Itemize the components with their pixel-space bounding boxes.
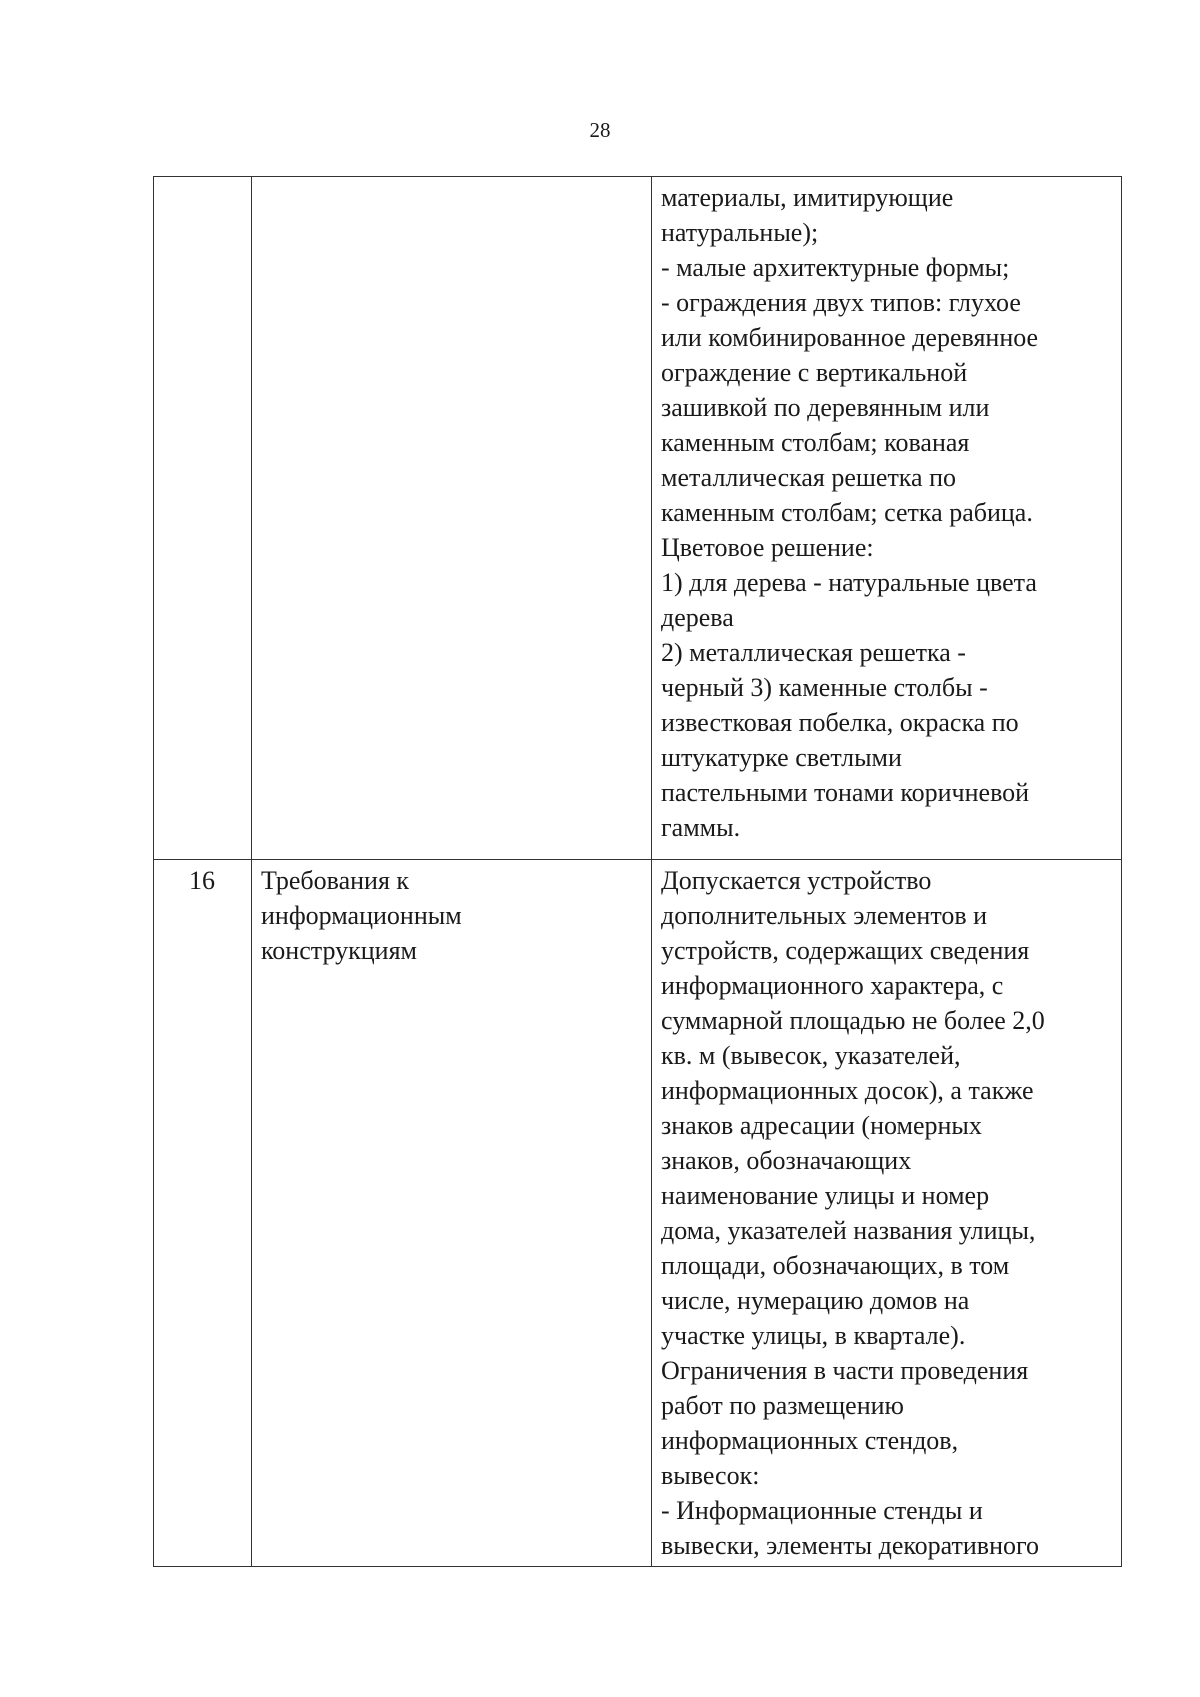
- row-number-cell: 16: [154, 860, 252, 1567]
- description-line: участке улицы, в квартале).: [661, 1321, 966, 1350]
- description-line: - ограждения двух типов: глухое: [661, 288, 1021, 317]
- row-description-cell: [652, 177, 1122, 860]
- description-line: Допускается устройство: [661, 866, 932, 895]
- description-line: ограждение с вертикальной: [661, 358, 968, 387]
- row-name-cell: [252, 860, 652, 1567]
- description-line: информационных стендов,: [661, 1426, 959, 1455]
- row-name-cell: [252, 177, 652, 860]
- description-line: металлическая решетка по: [661, 463, 957, 492]
- description-line: устройств, содержащих сведения: [661, 936, 1030, 965]
- description-line: черный 3) каменные столбы -: [661, 673, 988, 702]
- name-line: информационным: [261, 901, 462, 930]
- description-line: суммарной площадью не более 2,0: [661, 1006, 1045, 1035]
- description-line: знаков, обозначающих: [661, 1146, 912, 1175]
- description-line: дома, указателей названия улицы,: [661, 1216, 1036, 1245]
- requirements-table: [153, 176, 1122, 1567]
- table-row: [154, 860, 1122, 1567]
- table-row: [154, 177, 1122, 860]
- description-line: гаммы.: [661, 813, 741, 842]
- description-line: площади, обозначающих, в том: [661, 1251, 1010, 1280]
- row-number-cell: [154, 177, 252, 860]
- name-line: Требования к: [261, 866, 410, 895]
- description-line: материалы, имитирующие: [661, 183, 954, 212]
- description-line: зашивкой по деревянным или: [661, 393, 990, 422]
- page-number: 28: [589, 118, 611, 142]
- description-line: наименование улицы и номер: [661, 1181, 990, 1210]
- description-line: штукатурке светлыми: [661, 743, 902, 772]
- description-line: или комбинированное деревянное: [661, 323, 1039, 352]
- description-line: каменным столбам; кованая: [661, 428, 970, 457]
- description-line: Цветовое решение:: [661, 533, 874, 562]
- row-description-cell: [652, 860, 1122, 1567]
- description-line: вывесок:: [661, 1461, 760, 1490]
- description-line: информационных досок), а также: [661, 1076, 1034, 1105]
- description-line: - Информационные стенды и: [661, 1496, 983, 1525]
- description-line: каменным столбам; сетка рабица.: [661, 498, 1033, 527]
- description-line: дерева: [661, 603, 734, 632]
- description-line: числе, нумерацию домов на: [661, 1286, 970, 1315]
- description-line: известковая побелка, окраска по: [661, 708, 1019, 737]
- description-line: кв. м (вывесок, указателей,: [661, 1041, 961, 1070]
- description-line: информационного характера, с: [661, 971, 1004, 1000]
- description-line: дополнительных элементов и: [661, 901, 988, 930]
- description-line: 2) металлическая решетка -: [661, 638, 966, 667]
- description-line: пастельными тонами коричневой: [661, 778, 1030, 807]
- description-line: - малые архитектурные формы;: [661, 253, 1010, 282]
- description-line: знаков адресации (номерных: [661, 1111, 982, 1140]
- description-line: 1) для дерева - натуральные цвета: [661, 568, 1037, 597]
- description-line: Ограничения в части проведения: [661, 1356, 1029, 1385]
- description-line: работ по размещению: [661, 1391, 904, 1420]
- name-line: конструкциям: [261, 936, 417, 965]
- description-line: натуральные);: [661, 218, 819, 247]
- description-line: вывески, элементы декоративного: [661, 1531, 1040, 1560]
